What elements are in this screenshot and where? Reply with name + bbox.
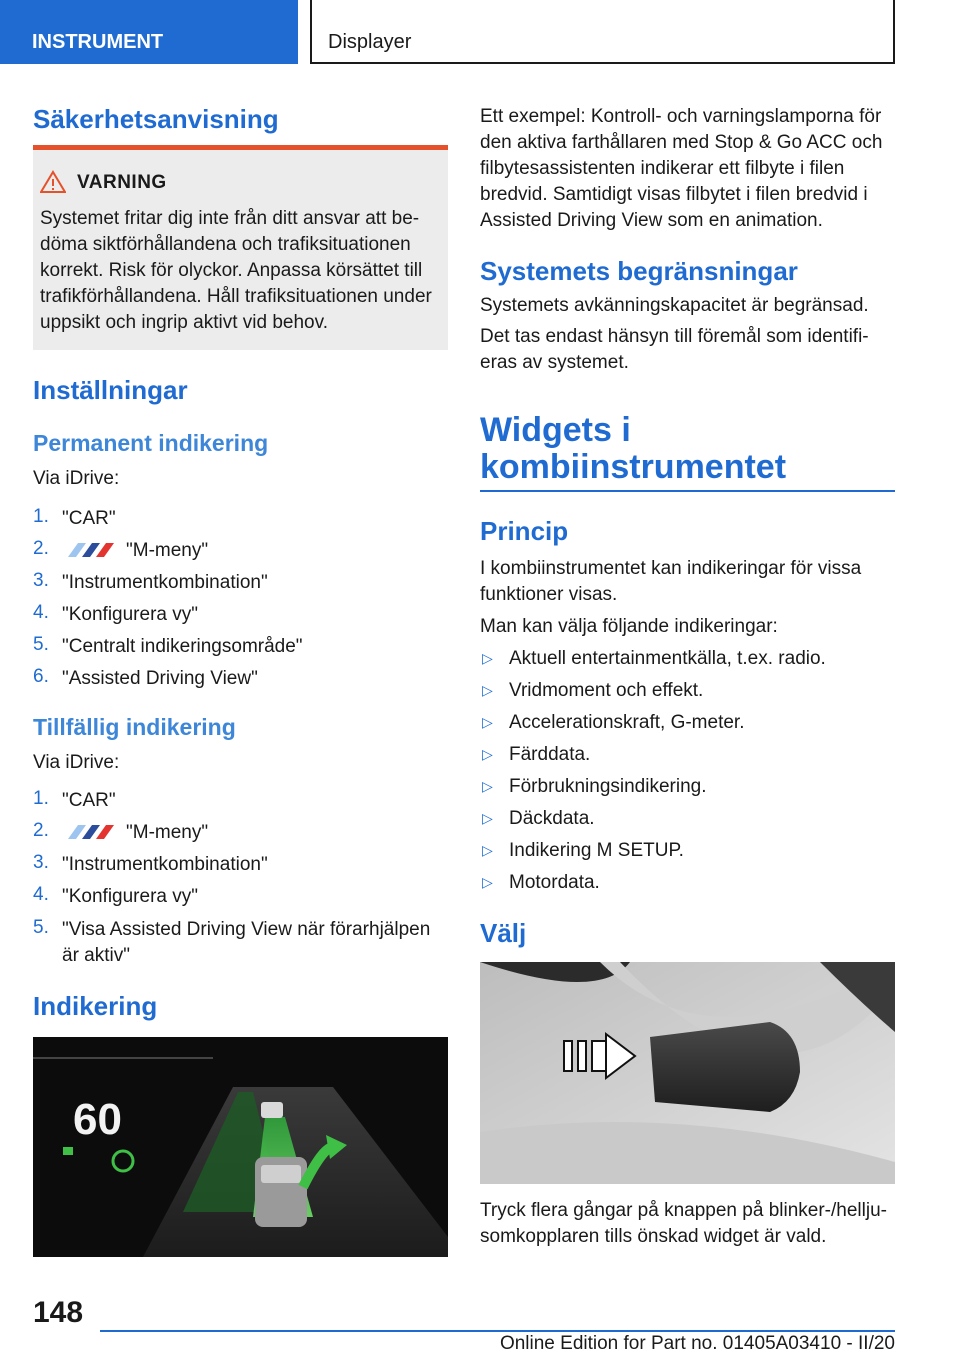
- choose-intro: Man kan välja följande indikeringar:: [480, 616, 778, 637]
- heading-rule: [480, 490, 895, 492]
- limits-paragraph-1: Systemets avkänningskapacitet är begränsad.: [480, 295, 869, 316]
- assisted-driving-view-image: [33, 1037, 448, 1257]
- step-text: "Konfigurera vy": [62, 886, 198, 907]
- chapter-tab[interactable]: INSTRUMENT: [0, 0, 298, 64]
- speed-readout: 60: [73, 1095, 122, 1144]
- step-number: 4.: [33, 602, 49, 623]
- step-number: 5.: [33, 917, 49, 938]
- edition-note: Online Edition for Part no. 01405A03410 - II/20: [499, 1333, 895, 1354]
- principle-line-2: funktioner visas.: [480, 584, 618, 605]
- bullet-item: Vridmoment och effekt.: [509, 680, 704, 701]
- step-text: "M-meny": [126, 540, 209, 561]
- bullet-item: Indikering M SETUP.: [509, 840, 684, 861]
- bullet-icon: ▷: [482, 842, 493, 858]
- bullet-item: Aktuell entertainmentkälla, t.ex. radio.: [509, 648, 826, 669]
- step-number: 2.: [33, 538, 49, 559]
- step-number: 3.: [33, 570, 49, 591]
- temporary-heading: Tillfällig indikering: [33, 714, 236, 740]
- bullet-icon: ▷: [482, 714, 493, 730]
- warning-line-1: Systemet fritar dig inte från ditt ansvar att be‐: [40, 208, 420, 229]
- step-number: 6.: [33, 666, 49, 687]
- limits-paragraph-2-cont: eras av systemet.: [480, 352, 629, 373]
- bullet-icon: ▷: [482, 810, 493, 826]
- stalk-illustration: [480, 962, 895, 1184]
- warning-title: VARNING: [77, 172, 167, 193]
- example-line-1: Ett exempel: Kontroll- och varningslamporna för: [480, 106, 882, 127]
- bullet-icon: ▷: [482, 650, 493, 666]
- warning-line-2: döma siktförhållandena och trafiksituationen: [40, 234, 411, 255]
- example-line-2: den aktiva farthållaren med Stop & Go ACC och: [480, 132, 883, 153]
- step-text-continued: är aktiv": [62, 945, 130, 966]
- step-number: 5.: [33, 634, 49, 655]
- step-text: "Instrumentkombination": [62, 854, 268, 875]
- permanent-heading: Permanent indikering: [33, 430, 269, 456]
- section-title: Displayer: [310, 0, 895, 64]
- settings-heading: Inställningar: [33, 375, 188, 405]
- bullet-icon: ▷: [482, 874, 493, 890]
- step-text: "CAR": [62, 790, 116, 811]
- step-text: "M-meny": [126, 822, 209, 843]
- widgets-heading: [480, 412, 786, 486]
- step-text: "Assisted Driving View": [62, 668, 258, 689]
- turn-signal-stalk-image: [480, 962, 895, 1184]
- bullet-item: Förbrukningsindikering.: [509, 776, 707, 797]
- m-logo-icon: [62, 825, 118, 839]
- select-line-2: somkopplaren tills önskad widget är vald.: [480, 1226, 827, 1247]
- warning-line-5: uppsikt och ingrip aktivt vid behov.: [40, 312, 328, 333]
- example-line-3: filbytesassistenten indikerar ett filbyte i filen: [480, 158, 845, 179]
- bullet-item: Däckdata.: [509, 808, 595, 829]
- select-line-1: Tryck flera gångar på knappen på blinker-/hellju‐: [480, 1200, 887, 1221]
- display-heading: Indikering: [33, 991, 158, 1021]
- m-logo-icon: [62, 543, 118, 557]
- bullet-icon: ▷: [482, 778, 493, 794]
- limits-heading: Systemets begränsningar: [480, 256, 798, 286]
- principle-line-1: I kombiinstrumentet kan indikeringar för vissa: [480, 558, 862, 579]
- step-number: 4.: [33, 884, 49, 905]
- bullet-icon: ▷: [482, 746, 493, 762]
- step-text: "Konfigurera vy": [62, 604, 198, 625]
- example-line-5: Assisted Driving View som en animation.: [480, 210, 823, 231]
- bullet-item: Färddata.: [509, 744, 591, 765]
- principle-heading: Princip: [480, 516, 569, 546]
- warning-line-4: trafikförhållandena. Håll trafiksituationen under: [40, 286, 432, 307]
- step-number: 2.: [33, 820, 49, 841]
- step-number: 1.: [33, 788, 49, 809]
- step-text: "CAR": [62, 508, 116, 529]
- step-text: "Centralt indikeringsområde": [62, 636, 303, 657]
- warning-line-3: korrekt. Risk för olyckor. Anpassa körsättet till: [40, 260, 423, 281]
- limits-paragraph-2: Det tas endast hänsyn till föremål som identifi‐: [480, 326, 869, 347]
- step-number: 3.: [33, 852, 49, 873]
- page-number: 148: [33, 1296, 84, 1329]
- driving-view-illustration: [33, 1037, 448, 1257]
- permanent-intro: Via iDrive:: [33, 468, 120, 489]
- bullet-item: Accelerationskraft, G-meter.: [509, 712, 745, 733]
- select-heading: Välj: [480, 918, 527, 948]
- widgets-heading-line-1: Widgets i: [480, 411, 631, 449]
- bullet-icon: ▷: [482, 682, 493, 698]
- safety-heading: Säkerhetsanvisning: [33, 104, 279, 134]
- temporary-intro: Via iDrive:: [33, 752, 120, 773]
- widgets-heading-line-2: kombiinstrumentet: [480, 448, 787, 486]
- step-number: 1.: [33, 506, 49, 527]
- example-line-4: bredvid. Samtidigt visas filbytet i filen bredvid i: [480, 184, 868, 205]
- warning-triangle-icon: [40, 170, 66, 194]
- footer-rule: [100, 1330, 895, 1332]
- bullet-item: Motordata.: [509, 872, 600, 893]
- step-text: "Visa Assisted Driving View när förarhjälpen: [62, 919, 431, 940]
- step-text: "Instrumentkombination": [62, 572, 268, 593]
